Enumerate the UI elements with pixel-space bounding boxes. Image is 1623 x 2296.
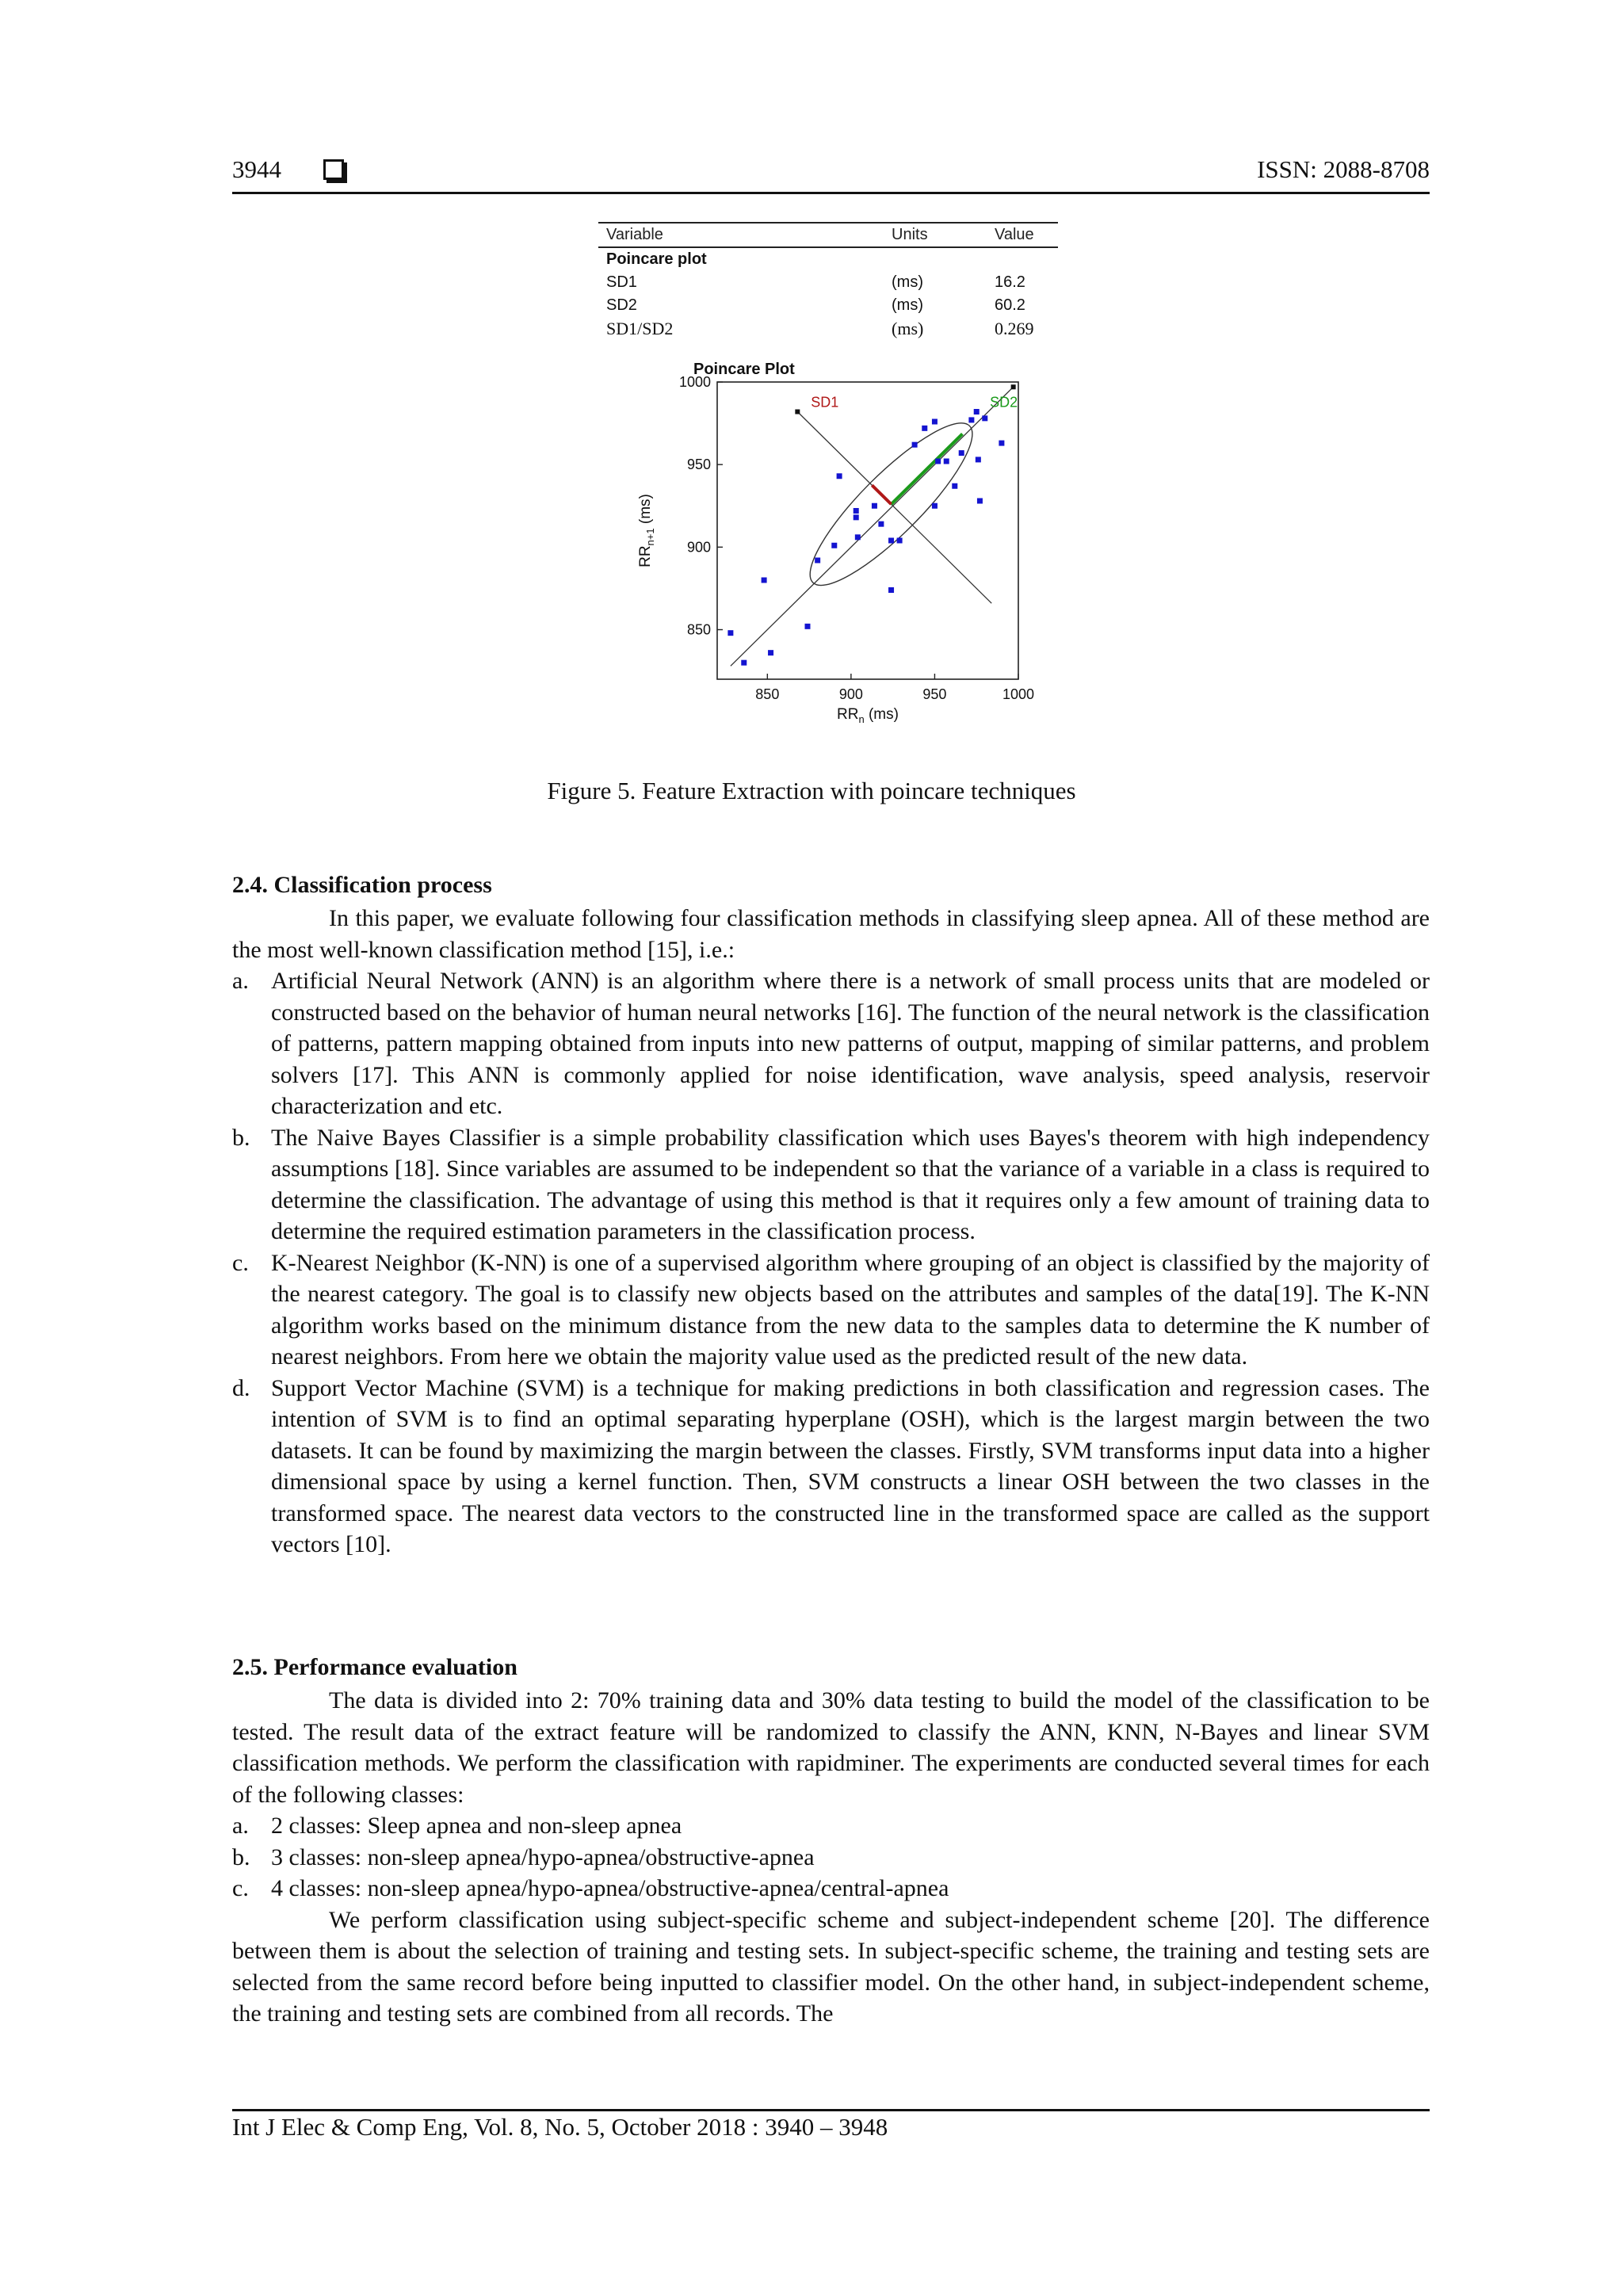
footer-rule xyxy=(232,2109,1430,2111)
y-tick-label: 1000 xyxy=(678,374,711,390)
identity-line xyxy=(731,388,1012,666)
table-header xyxy=(598,223,1058,247)
y-axis-label: $RR_{n+1}$ (ms) xyxy=(637,494,656,567)
data-point xyxy=(932,503,938,509)
data-point xyxy=(999,441,1004,446)
section-2-5-closing: We perform classification using subject-specific scheme and subject-independent scheme [20]. The difference between them is about the selection of training and testing sets. In subject-specific scheme, the training and testing sets are selected from the same record before being inputted to classifier model. On the other hand, in subject-independent scheme, the training and testing sets are combined from all records. The xyxy=(232,1906,1430,2027)
section-heading-2-5: 2.5. Performance evaluation xyxy=(232,1654,517,1680)
list-label: a. xyxy=(232,1813,249,1839)
list-text: 3 classes: non-sleep apnea/hypo-apnea/obstructive-apnea xyxy=(271,1843,815,1870)
class-list xyxy=(232,1810,1430,1904)
list-label: b. xyxy=(232,1124,250,1151)
footer-citation: Int J Elec & Comp Eng, Vol. 8, No. 5, October 2018 : 3940 – 3948 xyxy=(232,2113,888,2141)
x-tick-label: 850 xyxy=(755,686,780,702)
data-point xyxy=(888,587,894,593)
data-point xyxy=(854,514,859,520)
list-label: a. xyxy=(232,968,249,994)
data-point xyxy=(762,578,767,583)
section-2-5-intro: The data is divided into 2: 70% training data and 30% data testing to build the model of the classification to be tested. The result data of the extract feature will be randomized to classify the ANN, KNN, N-Bayes and linear SVM classification methods. We perform the classification with rapidminer. The experiments are conducted several times for each of the following classes: xyxy=(232,1687,1430,1808)
data-point xyxy=(888,538,894,544)
x-axis-label: $RR_n$ (ms) xyxy=(837,706,899,725)
data-point xyxy=(878,521,884,527)
sd2-label: SD2 xyxy=(990,394,1018,411)
header-box-icon xyxy=(323,159,344,180)
list-item xyxy=(232,1842,1430,1874)
sd1-segment xyxy=(872,485,891,504)
data-point xyxy=(912,442,918,448)
data-point xyxy=(974,409,980,415)
list-item xyxy=(232,1873,1430,1904)
table-section xyxy=(598,247,1058,271)
row-value: 0.269 xyxy=(995,318,1034,338)
row-units: (ms) xyxy=(892,273,923,291)
list-text: 4 classes: non-sleep apnea/hypo-apnea/obstructive-apnea/central-apnea xyxy=(271,1875,949,1901)
row-variable: SD1 xyxy=(606,273,637,291)
list-text: 2 classes: Sleep apnea and non-sleep apnea xyxy=(271,1813,682,1839)
section-2-4-intro: In this paper, we evaluate following four classification methods in classifying sleep apnea. All of these method are the most well-known classification method [15], i.e.: xyxy=(232,905,1430,963)
data-point xyxy=(935,459,941,464)
row-variable: SD2 xyxy=(606,296,637,314)
header-rule xyxy=(232,192,1430,194)
data-point xyxy=(854,508,859,514)
sd1-axis-line xyxy=(797,412,991,604)
figure-caption: Figure 5. Feature Extraction with poincare techniques xyxy=(547,777,1076,804)
section-2-5-body xyxy=(232,1685,1430,2030)
data-point xyxy=(837,473,842,479)
list-item xyxy=(232,1810,1430,1842)
x-tick-label: 900 xyxy=(838,686,863,702)
data-point xyxy=(855,534,861,540)
data-point xyxy=(831,543,837,548)
data-point xyxy=(982,415,987,421)
data-point xyxy=(932,419,938,425)
table-row xyxy=(598,271,1058,294)
identity-line-end xyxy=(1011,384,1016,389)
list-text: Artificial Neural Network (ANN) is an algorithm where there is a network of small process units that are modeled or constructed based on the behavior of human neural networks [16]. The function of the neural network is the classification of patterns, pattern mapping obtained from inputs into new patterns of output, mapping of similar patterns, and problem solvers [17]. This ANN is commonly applied for noise identification, wave analysis, speed analysis, reservoir characterization and etc. xyxy=(271,968,1430,1119)
list-label: c. xyxy=(232,1875,249,1901)
data-point xyxy=(872,503,877,509)
list-text: The Naive Bayes Classifier is a simple probability classification which uses Bayes's theorem with high independency assumptions [18]. Since variables are assumed to be independent so that the variance of a variable in a class is required to determine the classification. The advantage of using this method is that it requires only a few amount of training data to determine the required estimation parameters in the classification process. xyxy=(271,1124,1430,1244)
data-point xyxy=(805,624,811,629)
list-item xyxy=(232,1247,1430,1373)
data-point xyxy=(968,417,974,422)
list-item xyxy=(232,965,1430,1122)
list-label: c. xyxy=(232,1249,249,1276)
table-row xyxy=(598,294,1058,317)
row-variable: SD1/SD2 xyxy=(606,318,674,338)
data-point xyxy=(977,499,983,504)
col-units: Units xyxy=(884,223,987,247)
chart-title: Poincare Plot xyxy=(693,361,795,378)
x-tick-label: 950 xyxy=(922,686,947,702)
sd1-axis-end xyxy=(795,410,800,415)
journal-issn: ISSN: 2088-8708 xyxy=(1257,155,1430,183)
y-tick-label: 900 xyxy=(686,539,711,556)
method-list xyxy=(232,965,1430,1561)
poincare-plot xyxy=(614,358,1042,755)
x-tick-label: 1000 xyxy=(1002,686,1035,702)
col-value: Value xyxy=(987,223,1058,247)
y-tick-label: 950 xyxy=(686,457,711,473)
data-point xyxy=(768,650,773,655)
data-point xyxy=(815,558,820,563)
list-label: d. xyxy=(232,1374,250,1401)
data-point xyxy=(922,426,927,431)
data-point xyxy=(897,538,903,544)
section-2-4-body xyxy=(232,903,1430,1561)
data-point xyxy=(959,450,964,456)
data-point xyxy=(944,459,949,464)
list-text: K-Nearest Neighbor (K-NN) is one of a supervised algorithm where grouping of an object is classified by the majority of the nearest category. The goal is to classify new objects based on the attributes and samples of the data[19]. The K-NN algorithm works based on the minimum distance from the new data to the samples data to determine the K number of nearest neighbors. From here we obtain the majority value used as the predicted result of the new data. xyxy=(271,1249,1430,1370)
row-units: (ms) xyxy=(892,296,923,314)
page-number: 3944 xyxy=(232,155,281,183)
figure-5 xyxy=(598,222,1062,725)
section-label: Poincare plot xyxy=(606,250,707,268)
data-point xyxy=(727,630,733,636)
list-label: b. xyxy=(232,1843,250,1870)
sd1-label: SD1 xyxy=(811,394,839,411)
row-units: (ms) xyxy=(892,318,924,338)
list-item xyxy=(232,1122,1430,1247)
sd2-segment xyxy=(892,434,963,504)
poincare-table xyxy=(598,222,1058,340)
row-value: 60.2 xyxy=(995,296,1025,314)
list-item xyxy=(232,1373,1430,1561)
data-point xyxy=(952,483,957,489)
section-heading-2-4: 2.4. Classification process xyxy=(232,872,492,898)
data-point xyxy=(741,660,747,666)
row-value: 16.2 xyxy=(995,273,1025,291)
y-tick-label: 850 xyxy=(686,621,711,638)
data-point xyxy=(976,457,981,462)
col-variable: Variable xyxy=(598,223,884,247)
list-text: Support Vector Machine (SVM) is a technique for making predictions in both classification and regression cases. The intention of SVM is to find an optimal separating hyperplane (OSH), which is the largest margin between the two datasets. It can be found by maximizing the margin between the classes. Firstly, SVM transforms input data into a higher dimensional space by using a kernel function. Then, SVM constructs a linear OSH between the two classes in the transformed space. The nearest data vectors to the constructed line in the transformed space are called as the support vectors [10]. xyxy=(271,1374,1430,1557)
table-row xyxy=(598,317,1058,340)
